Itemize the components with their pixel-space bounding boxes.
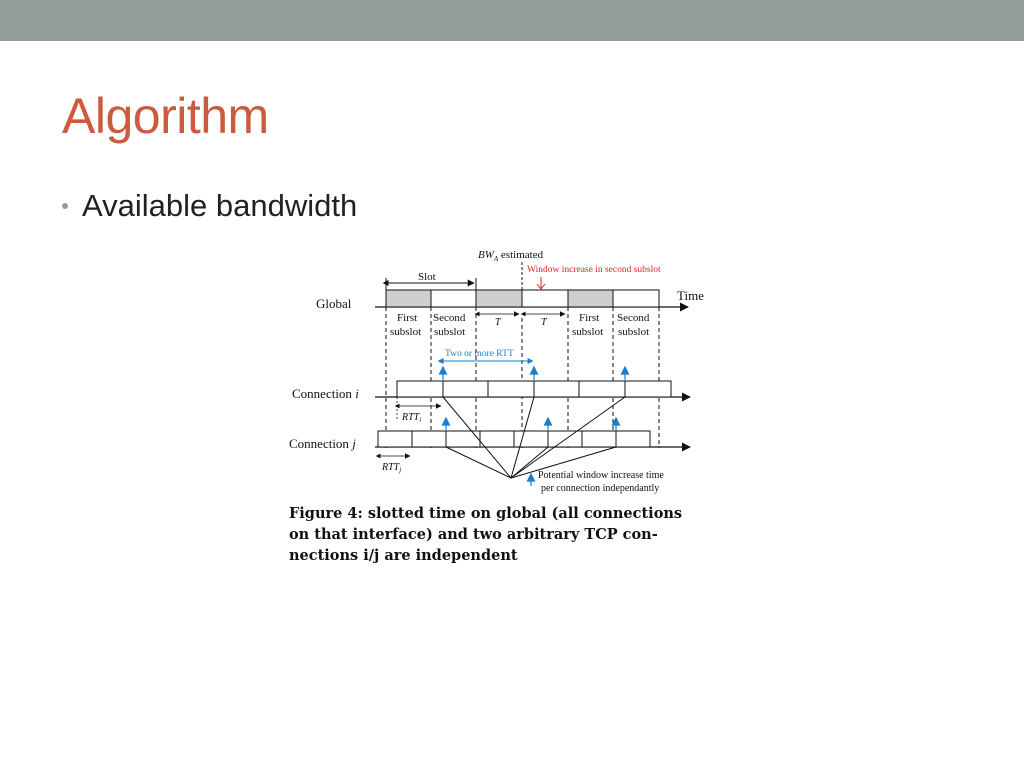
subslot-label: Second	[617, 312, 650, 324]
bullet-text: Available bandwidth	[82, 188, 358, 223]
subslot-label: subslot	[434, 326, 466, 338]
subslot-label: First	[397, 312, 418, 324]
global-second-subslot-3	[613, 290, 659, 307]
caption-line: Figure 4: slotted time on global (all connections	[289, 505, 683, 522]
potential-increase-note: per connection independantly	[541, 483, 660, 494]
global-second-subslot-1	[431, 290, 476, 307]
global-label: Global	[316, 296, 352, 311]
subslot-label: subslot	[390, 326, 422, 338]
figure-caption	[289, 503, 729, 566]
subslot-label: Second	[433, 312, 466, 324]
bullet-item	[62, 188, 357, 224]
top-bar	[0, 0, 1024, 41]
t-label: T	[495, 317, 501, 328]
connection-i-increase-arrows	[440, 367, 629, 380]
global-first-subslot-1	[386, 290, 431, 307]
caption-line: nections i/j are independent	[289, 547, 518, 564]
global-first-subslot-3	[568, 290, 613, 307]
bw-estimated-label: $BW_A$ estimated	[478, 249, 544, 263]
connection-j-label: Connection j	[289, 436, 356, 451]
connection-i-label: Connection i	[292, 386, 359, 401]
potential-increase-note: Potential window increase time	[538, 470, 664, 481]
rtt-i-label: $RTT_i$	[402, 412, 422, 424]
subslot-label: First	[579, 312, 600, 324]
rtt-j-label: $RTT_j$	[382, 462, 402, 474]
global-first-subslot-2	[476, 290, 522, 307]
slotted-time-diagram	[280, 240, 730, 500]
window-increase-note: Window increase in second subslot	[527, 265, 661, 275]
subslot-label: subslot	[572, 326, 604, 338]
slot-label: Slot	[418, 271, 436, 283]
t-label: T	[541, 317, 547, 328]
global-second-subslot-2	[522, 290, 568, 307]
connection-j-rtt-boxes	[378, 431, 650, 447]
potential-increase-legend-arrow	[528, 474, 535, 486]
bullet-dot-icon	[62, 203, 68, 209]
connection-i-rtt-boxes	[397, 381, 671, 397]
slide-title: Algorithm	[62, 88, 269, 144]
two-or-more-rtt-label: Two or more RTT	[445, 349, 514, 359]
time-label: Time	[677, 288, 704, 303]
caption-line: on that interface) and two arbitrary TCP con-	[289, 526, 658, 543]
subslot-label: subslot	[618, 326, 650, 338]
